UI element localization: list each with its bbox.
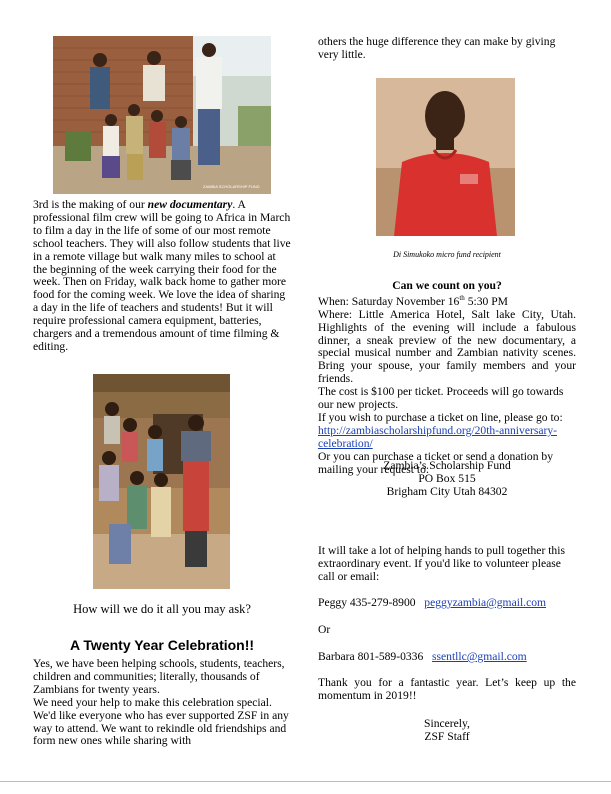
celebration-paragraph-1: Yes, we have been helping schools, students, teachers, children and communities; literally, thousands of Zambians for twenty years. <box>33 657 285 696</box>
documentary-paragraph <box>33 199 291 354</box>
continued-paragraph: others the huge difference they can make by giving very little. <box>318 35 556 61</box>
address-line-2: PO Box 515 <box>418 471 476 485</box>
peggy-email-link[interactable]: peggyzambia@gmail.com <box>424 596 547 609</box>
celebration-link[interactable]: http://zambiascholarshipfund.org/20th-anniversary-celebration/ <box>318 423 558 450</box>
celebration-heading: A Twenty Year Celebration!! <box>69 637 255 653</box>
portrait-photo <box>376 78 515 236</box>
celebration-paragraph-2: We need your help to make this celebration special. We'd like everyone who has ever supported ZSF in any way to attend. We want to rekindle old friendships and form new ones while sharing with <box>33 695 289 748</box>
thank-you-text: Thank you for a fantastic year. Let’s keep up the momentum in 2019!! <box>318 676 576 702</box>
signoff-sincerely: Sincerely, <box>424 717 470 730</box>
photo1-watermark: ZAMBIA SCHOLARSHIP FUND <box>203 184 260 189</box>
barbara-phone: Barbara 801-589-0336 <box>318 650 424 663</box>
intro-lead: 3rd is the making of our <box>33 198 148 211</box>
portrait-caption: Di Simukoko micro fund recipient <box>393 250 501 259</box>
address-line-3: Brigham City Utah 84302 <box>386 484 508 498</box>
signoff-staff: ZSF Staff <box>424 729 470 743</box>
when-sup: th <box>459 294 465 302</box>
contact-barbara <box>318 651 576 664</box>
barbara-email-link[interactable]: ssentllc@gmail.com <box>431 650 527 663</box>
event-where: Where: Little America Hotel, Salt lake City, Utah. Highlights of the evening will include a fabulous dinner, a sneak preview of the new documentary, a special musical number and Zambian nativity scenes. Bring your spouse, your family members and your friends. <box>318 307 576 386</box>
family-group-photo <box>53 36 271 194</box>
intro-emphasis: new documentary <box>147 198 233 211</box>
address-line-1: Zambia’s Scholarship Fund <box>383 459 511 472</box>
count-on-you-heading: Can we count on you? <box>392 279 502 292</box>
event-cost: The cost is $100 per ticket. Proceeds will go towards our new projects. <box>318 385 564 412</box>
page-bottom-rule <box>0 781 611 782</box>
how-question: How will we do it all you may ask? <box>73 602 251 616</box>
when-text: When: Saturday November 16 <box>318 294 460 308</box>
event-when <box>318 292 576 309</box>
when-time: 5:30 PM <box>464 294 508 308</box>
children-grandmother-photo <box>93 374 230 589</box>
online-purchase-text: If you wish to purchase a ticket on line, please go to: <box>318 411 563 425</box>
volunteer-text: It will take a lot of helping hands to pull together this extraordinary event. If you'd like to volunteer please call or email: <box>318 544 565 583</box>
intro-rest: . A professional film crew will be going to Africa in March to film a day in the life of some of our most remote school teachers. They will also follow students that live in a remote village but walk many miles to school at the beginning of the week carrying their food for the week. Then on Friday, walk back home to gather more food for the coming week. We love the idea of sharing a day in the life of teachers and students! But it will require professional camera equipment, batteries, chargers and a tremendous amount of time filming & editing. <box>33 198 291 353</box>
peggy-phone: Peggy 435-279-8900 <box>318 596 416 609</box>
contact-peggy <box>318 597 576 610</box>
mail-purchase-text: Or you can purchase a ticket or send a donation by mailing your request to: <box>318 449 554 476</box>
or-text: Or <box>318 623 331 636</box>
